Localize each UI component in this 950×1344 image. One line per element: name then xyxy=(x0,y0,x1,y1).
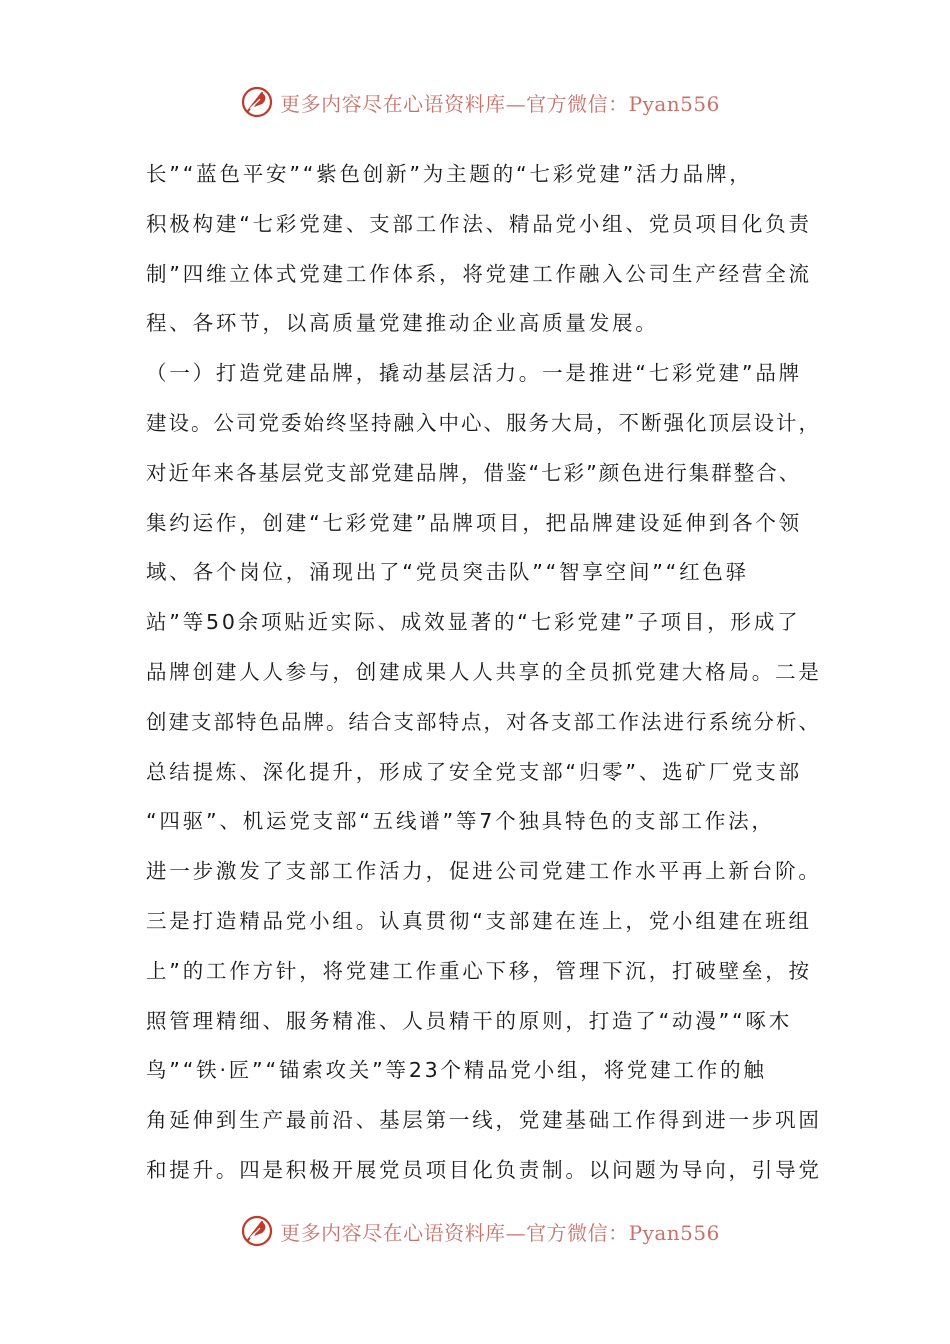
header-banner-text: 更多内容尽在心语资料库—官方微信：Pyan556 xyxy=(280,91,720,116)
body-line: 长”“蓝色平安”“紫色创新”为主题的“七彩党建”活力品牌， xyxy=(146,162,753,186)
body-line: （一）打造党建品牌，撬动基层活力。一是推进“七彩党建”品牌 xyxy=(146,361,802,386)
body-line: 和提升。四是积极开展党员项目化负责制。以问题为导向，引导党 xyxy=(146,1157,822,1182)
body-line: 上”的工作方针，将党建工作重心下移，管理下沉，打破壁垒，按 xyxy=(146,958,812,983)
body-line: 集约运作，创建“七彩党建”品牌项目，把品牌建设延伸到各个领 xyxy=(146,510,802,535)
header-banner xyxy=(0,82,950,122)
footer-banner xyxy=(0,1211,950,1251)
quill-logo-icon xyxy=(240,1214,274,1248)
quill-logo-icon xyxy=(240,85,274,119)
body-line: 三是打造精品党小组。认真贯彻“支部建在连上，党小组建在班组 xyxy=(146,908,812,933)
body-line: 总结提炼、深化提升，形成了安全党支部“归零”、选矿厂党支部 xyxy=(146,759,802,784)
body-line: 对近年来各基层党支部党建品牌，借鉴“七彩”颜色进行集群整合、 xyxy=(146,460,802,485)
document-body xyxy=(146,150,836,1196)
body-line: 建设。公司党委始终坚持融入中心、服务大局，不断强化顶层设计， xyxy=(146,410,821,435)
body-line: 照管理精细、服务精准、人员精干的原则，打造了“动漫”“啄木 xyxy=(146,1008,793,1033)
body-line: 积极构建“七彩党建、支部工作法、精品党小组、党员项目化负责 xyxy=(146,211,812,236)
body-line: 进一步激发了支部工作活力，促进公司党建工作水平再上新台阶。 xyxy=(146,859,822,884)
body-line: 域、各个岗位，涌现出了“党员突击队”“智享空间”“红色驿 xyxy=(146,560,750,585)
footer-banner-text: 更多内容尽在心语资料库—官方微信：Pyan556 xyxy=(280,1220,720,1245)
header-banner-inner xyxy=(240,85,720,119)
body-line: 站”等50余项贴近实际、成效显著的“七彩党建”子项目，形成了 xyxy=(146,610,801,635)
body-line: 制”四维立体式党建工作体系，将党建工作融入公司生产经营全流 xyxy=(146,261,812,286)
body-line: 程、各环节，以高质量党建推动企业高质量发展。 xyxy=(146,311,659,336)
body-line: “四驱”、机运党支部“五线谱”等7个独具特色的支部工作法， xyxy=(146,809,775,834)
body-line: 创建支部特色品牌。结合支部特点，对各支部工作法进行系统分析、 xyxy=(146,709,821,734)
body-line: 品牌创建人人参与，创建成果人人共享的全员抓党建大格局。二是 xyxy=(146,659,822,684)
body-line: 角延伸到生产最前沿、基层第一线，党建基础工作得到进一步巩固 xyxy=(146,1108,822,1133)
body-line: 鸟”“铁·匠”“锚索攻关”等23个精品党小组，将党建工作的触 xyxy=(146,1058,767,1083)
footer-banner-inner xyxy=(240,1214,720,1248)
